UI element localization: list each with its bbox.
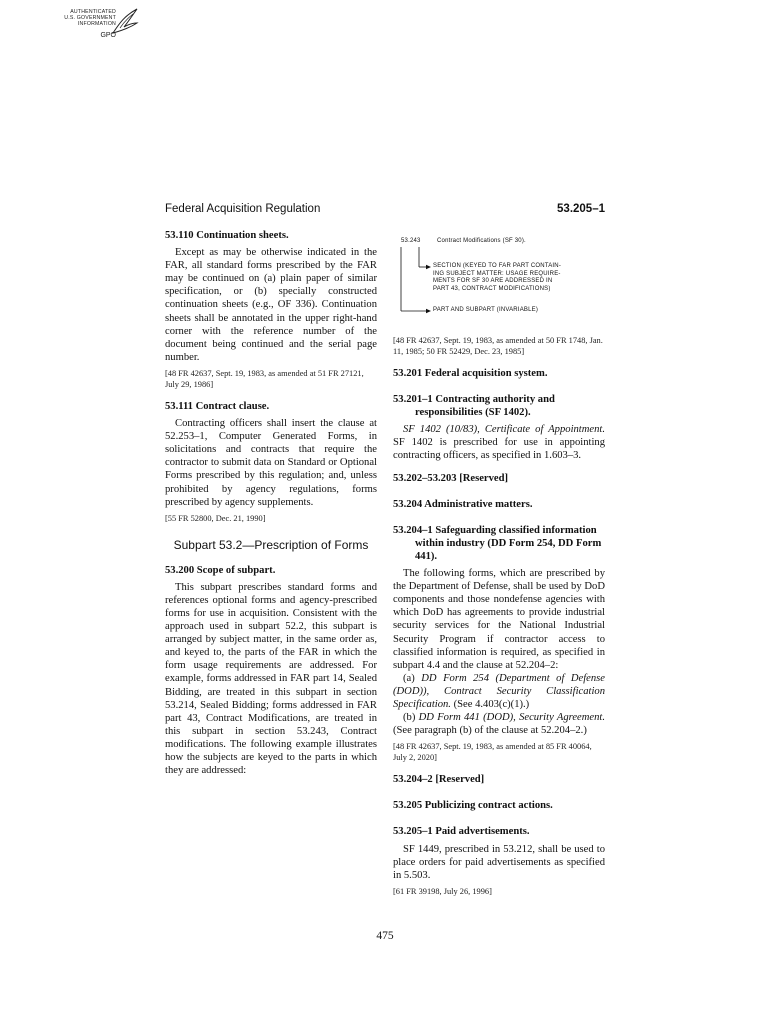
subpart-title: Subpart 53.2—Prescription of Forms	[173, 537, 369, 552]
running-head-title: Federal Acquisition Regulation	[165, 203, 321, 215]
section-heading: 53.204–1 Safeguarding classified information within industry (DD Form 254, DD Form 441).	[393, 524, 602, 562]
running-head	[165, 203, 605, 219]
section-heading: 53.201 Federal acquisition system.	[393, 368, 548, 379]
section-body: Contracting officers shall insert the clause at 52.253–1, Computer Generated Forms, in solicitations and contracts that require the contractor to submit data on Standard or Optional Forms prescribed by this regulation; and, unless prohibited by agency regulations, forms prescribed by agency supplements.	[165, 418, 377, 508]
page-number: 475	[376, 930, 394, 942]
section-heading: 53.204–2 [Reserved]	[393, 774, 485, 786]
gpo-authentication-logo	[58, 6, 142, 46]
form-title: DD Form 254 (Department of Defense (DOD)), Contract Security Classification Specification.	[393, 672, 606, 710]
gpo-logo-text: AUTHENTICATED U.S. GOVERNMENT INFORMATION	[64, 9, 116, 27]
section-heading: 53.205–1 Paid advertisements.	[393, 826, 530, 838]
left-column	[165, 229, 377, 777]
gpo-logo-mark: GPO	[100, 32, 116, 39]
section-heading: 53.202–53.203 [Reserved]	[393, 472, 509, 484]
section-body: Except as may be otherwise indicated in the FAR, all standard forms prescribed by the FAR may be continued on (a) plain paper of similar specification, or (b) specially constructed continuation sheets (e.g., OF 336). Continuation sheets shall be annotated in the upper right-hand corner with the reference number of the document being continued and the serial page number.	[165, 247, 377, 363]
citation: [48 FR 42637, Sept. 19, 1983, as amended at 50 FR 1748, Jan. 11, 1985; 50 FR 52429, Dec. 23, 1985]	[393, 336, 603, 356]
right-column	[393, 229, 605, 907]
section-heading: 53.110 Continuation sheets.	[165, 230, 289, 241]
section-paragraph-a: (a) DD Form 254 (Department of Defense (DOD)), Contract Security Classification Specification. (See 4.403(c)(1).)	[393, 672, 606, 710]
diagram-label-section: SECTION (KEYED TO FAR PART CONTAIN- ING SUBJECT MATTER: USAGE REQUIRE- MENTS FOR SF 30 ARE ADDRESSED IN PART 43, CONTRACT MODIFICATIONS)	[433, 263, 562, 292]
citation: [48 FR 42637, Sept. 19, 1983, as amended at 51 FR 27121, July 29, 1986]	[165, 368, 364, 389]
citation: [61 FR 39198, July 26, 1996]	[393, 886, 492, 896]
form-title: SF 1402 (10/83), Certificate of Appointment.	[403, 424, 605, 436]
section-body: This subpart prescribes standard forms and references optional forms and agency-prescribed forms for use in acquisition. Consistent with the approach used in subpart 52.2, this subpart is arranged by subject matter, in the same order as, and keyed to, the parts of the FAR in which the form usage requirements are addressed. For example, forms addressed in FAR part 14, Sealed Bidding, are treated in this subpart in section 53.214, Sealed Bidding; forms addressed in FAR part 43, Contract Modifications, are treated in this subpart in section 53.243, Contract modifications. The following example illustrates how the subjects are keyed to the parts in which they are addressed:	[165, 581, 377, 777]
section-heading: 53.204 Administrative matters.	[393, 498, 533, 510]
form-title: DD Form 441 (DOD), Security Agreement.	[418, 712, 605, 724]
eagle-icon	[110, 6, 140, 36]
section-heading: 53.205 Publicizing contract actions.	[393, 800, 553, 812]
section-body: SF 1402 (10/83), Certificate of Appointment. SF 1402 is prescribed for use in appointing contracting officers, as specified in 1.603–3.	[393, 424, 605, 462]
diagram-label-part: PART AND SUBPART (INVARIABLE)	[433, 307, 539, 313]
section-heading: 53.111 Contract clause.	[165, 400, 270, 412]
section-heading: 53.201–1 Contracting authority and responsibilities (SF 1402).	[393, 394, 555, 419]
section-body: The following forms, which are prescribed by the Department of Defense, shall be used by DoD components and those nondefense agencies with which DoD has agreements to provide industrial security services for the National Industrial Security Program if contractor access to classified information is required, as specified in subpart 4.4 and the clause at 52.204–2:	[393, 568, 605, 671]
diagram-caption: Contract Modifications (SF 30).	[437, 238, 526, 244]
section-numbering-diagram	[393, 237, 605, 329]
citation: [48 FR 42637, Sept. 19, 1983, as amended at 85 FR 40064, July 2, 2020]	[393, 742, 592, 763]
citation: [55 FR 52800, Dec. 21, 1990]	[165, 513, 266, 523]
section-paragraph-b: (b) DD Form 441 (DOD), Security Agreement. (See paragraph (b) of the clause at 52.204–2.)	[393, 712, 605, 737]
section-heading: 53.200 Scope of subpart.	[165, 564, 276, 576]
diagram-section-number: 53.243	[401, 238, 421, 244]
running-head-section: 53.205–1	[557, 203, 605, 215]
section-body: SF 1449, prescribed in 53.212, shall be used to place orders for paid advertisements as specified in 5.503.	[393, 843, 605, 881]
